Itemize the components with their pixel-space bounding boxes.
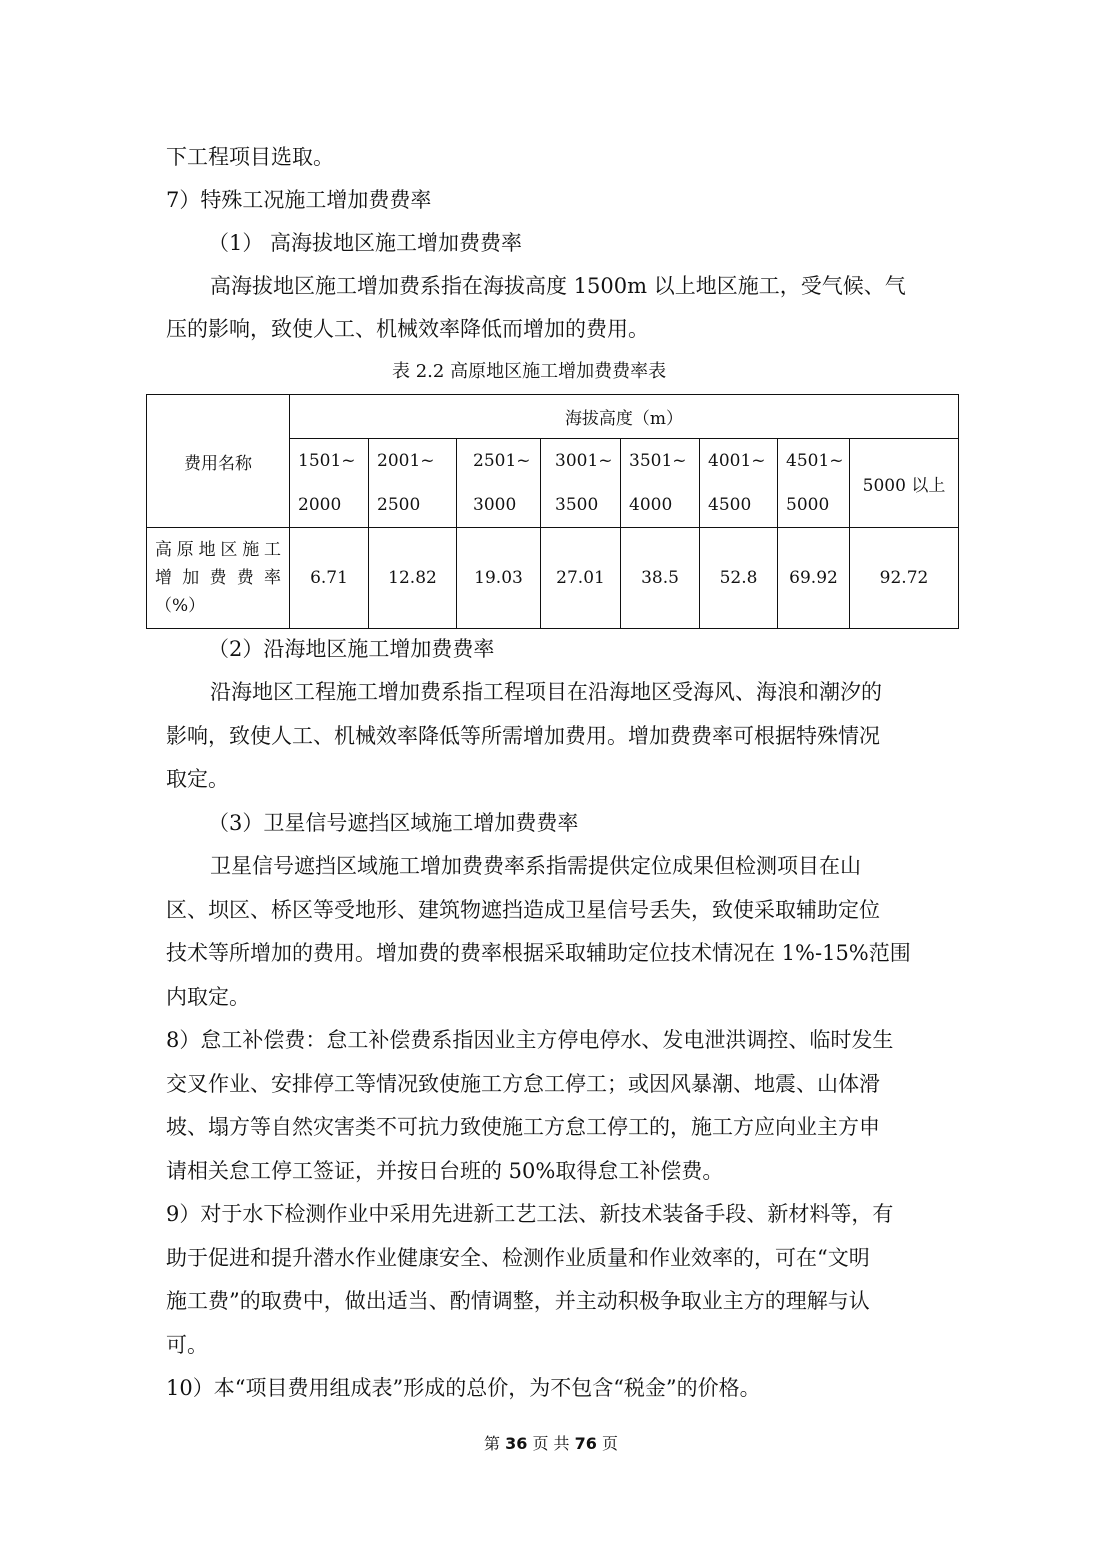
altitude-header-cell: 海拔高度（m）	[290, 395, 959, 439]
rate-value-cell: 27.01	[541, 528, 621, 629]
row-name-line: （%）	[155, 596, 206, 616]
table-caption: 表 2.2 高原地区施工增加费费率表	[392, 361, 667, 382]
range-cell	[700, 439, 778, 528]
range-to: 2000	[298, 495, 342, 515]
footer-page-number: 36	[505, 1434, 528, 1453]
range-from: 3001~	[555, 451, 613, 471]
paragraph-line: 助于促进和提升潜水作业健康安全、检测作业质量和作业效率的，可在“文明	[166, 1246, 870, 1270]
paragraph-line: 9）对于水下检测作业中采用先进新工艺工法、新技术装备手段、新材料等，有	[166, 1202, 894, 1226]
paragraph-line: 沿海地区工程施工增加费系指工程项目在沿海地区受海风、海浪和潮汐的	[210, 680, 882, 704]
paragraph-line: 坡、塌方等自然灾害类不可抗力致使施工方怠工停工的，施工方应向业主方申	[166, 1115, 880, 1139]
range-to: 3500	[555, 495, 599, 515]
row-name-line: 高原地区施工	[155, 540, 281, 560]
paragraph-line: 交叉作业、安排停工等情况致使施工方怠工停工；或因风暴潮、地震、山体滑	[166, 1072, 880, 1096]
range-cell	[541, 439, 621, 528]
altitude-rate-table	[146, 394, 959, 629]
range-cell	[290, 439, 369, 528]
range-cell	[778, 439, 850, 528]
paragraph-line: 高海拔地区施工增加费系指在海拔高度 1500m 以上地区施工，受气候、气	[210, 274, 906, 298]
range-cell-last: 5000 以上	[850, 439, 959, 528]
subsection-heading: （2）沿海地区施工增加费费率	[208, 637, 495, 661]
footer-total-pages: 76	[574, 1434, 597, 1453]
range-cell	[457, 439, 541, 528]
paragraph-line: 区、坝区、桥区等受地形、建筑物遮挡造成卫星信号丢失，致使采取辅助定位	[166, 898, 880, 922]
range-from: 2501~	[473, 451, 531, 471]
range-to: 2500	[377, 495, 421, 515]
footer-suffix: 页	[602, 1434, 619, 1453]
paragraph-line: 下工程项目选取。	[166, 145, 334, 169]
row-name-line: 增加费费率	[155, 568, 281, 588]
subsection-heading: （3）卫星信号遮挡区域施工增加费费率	[208, 811, 579, 835]
paragraph-line: 请相关怠工停工签证，并按日台班的 50%取得怠工补偿费。	[166, 1159, 724, 1183]
paragraph-line: 卫星信号遮挡区域施工增加费费率系指需提供定位成果但检测项目在山	[210, 854, 861, 878]
range-from: 1501~	[298, 451, 356, 471]
paragraph-line: 内取定。	[166, 985, 250, 1009]
name-header-cell: 费用名称	[147, 395, 290, 528]
paragraph-line: 技术等所增加的费用。增加费的费率根据采取辅助定位技术情况在 1%-15%范围	[166, 941, 911, 965]
paragraph-line: 压的影响，致使人工、机械效率降低而增加的费用。	[166, 317, 649, 341]
range-cell	[621, 439, 700, 528]
rate-value-cell: 92.72	[850, 528, 959, 629]
range-from: 3501~	[629, 451, 687, 471]
range-from: 4501~	[786, 451, 844, 471]
range-from: 4001~	[708, 451, 766, 471]
rate-value-cell: 69.92	[778, 528, 850, 629]
paragraph-line: 取定。	[166, 767, 229, 791]
footer-middle: 页 共	[532, 1434, 570, 1453]
range-from: 2001~	[377, 451, 435, 471]
paragraph-line: 10）本“项目费用组成表”形成的总价，为不包含“税金”的价格。	[166, 1376, 761, 1400]
page-footer	[0, 1434, 1102, 1454]
section-heading: 7）特殊工况施工增加费费率	[166, 188, 432, 212]
rate-value-cell: 6.71	[290, 528, 369, 629]
paragraph-line: 影响，致使人工、机械效率降低等所需增加费用。增加费费率可根据特殊情况	[166, 724, 880, 748]
subsection-heading: （1） 高海拔地区施工增加费费率	[208, 231, 523, 255]
range-to: 4000	[629, 495, 673, 515]
rate-value-cell: 19.03	[457, 528, 541, 629]
paragraph-line: 施工费”的取费中，做出适当、酌情调整，并主动积极争取业主方的理解与认	[166, 1289, 870, 1313]
rate-value-cell: 12.82	[369, 528, 457, 629]
rate-value-cell: 52.8	[700, 528, 778, 629]
row-name-cell	[147, 528, 290, 629]
range-cell	[369, 439, 457, 528]
range-to: 3000	[473, 495, 517, 515]
footer-prefix: 第	[483, 1434, 500, 1453]
range-to: 5000	[786, 495, 830, 515]
paragraph-line: 可。	[166, 1333, 208, 1357]
paragraph-line: 8）怠工补偿费：怠工补偿费系指因业主方停电停水、发电泄洪调控、临时发生	[166, 1028, 894, 1052]
rate-value-cell: 38.5	[621, 528, 700, 629]
range-to: 4500	[708, 495, 752, 515]
